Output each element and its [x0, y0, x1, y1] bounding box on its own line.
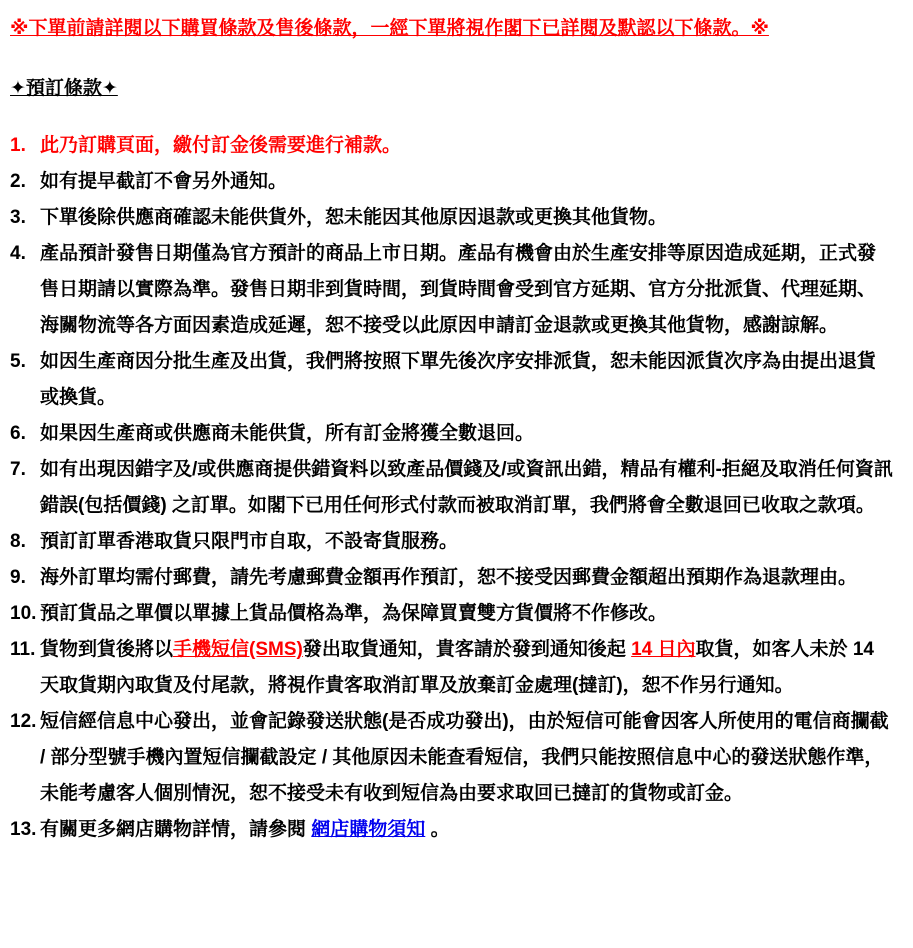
term-number: 5. [10, 351, 26, 373]
term-item [10, 560, 893, 596]
term-item [10, 416, 893, 452]
term-number: 10. [10, 603, 37, 625]
term-number: 8. [10, 531, 26, 553]
term-text [40, 632, 893, 704]
terms-list [10, 128, 893, 848]
term-text [40, 416, 893, 452]
term-segment: 如有出現因錯字及/或供應商提供錯資料以致產品價錢及/或資訊出錯，精品有權利-拒絕及取消任何資訊錯誤(包括價錢) 之訂單。如閣下已用任何形式付款而被取消訂單，我們將會全數退回已收取之款項。 [40, 459, 893, 517]
term-number: 4. [10, 243, 26, 265]
term-text [40, 560, 893, 596]
term-segment: 發出取貨通知，貴客請於發到通知後起 [302, 639, 632, 661]
term-item [10, 344, 893, 416]
shop-guide-link[interactable]: 網店購物須知 [311, 819, 426, 841]
term-item [10, 236, 893, 344]
term-number: 6. [10, 423, 26, 445]
term-text [40, 452, 893, 524]
term-segment: 如果因生產商或供應商未能供貨，所有訂金將獲全數退回。 [40, 423, 535, 445]
term-text [40, 344, 893, 416]
term-segment: 14 日內 [631, 639, 696, 661]
term-text [40, 164, 893, 200]
term-item [10, 704, 893, 812]
term-segment: 如有提早截訂不會另外通知。 [40, 171, 288, 193]
term-segment: 下單後除供應商確認未能供貨外，恕未能因其他原因退款或更換其他貨物。 [40, 207, 668, 229]
term-number: 3. [10, 207, 26, 229]
term-segment: 短信經信息中心發出，並會記錄發送狀態(是否成功發出)，由於短信可能會因客人所使用的電信商攔截 / 部分型號手機內置短信攔截設定 / 其他原因未能查看短信，我們只能按照信息中心的發送狀態作準，未能考慮客人個別情況，恕不接受未有收到短信為由要求取回已撻訂的貨物或訂金。 [40, 711, 889, 805]
term-text [40, 704, 893, 812]
term-segment: 手機短信(SMS) [173, 639, 303, 661]
term-text [40, 200, 893, 236]
term-number: 7. [10, 459, 26, 481]
term-item [10, 452, 893, 524]
term-item [10, 812, 893, 848]
term-number: 2. [10, 171, 26, 193]
term-item [10, 200, 893, 236]
term-text [40, 812, 893, 848]
section-header-preorder-terms: ✦預訂條款✦ [10, 78, 118, 100]
term-segment: 產品預計發售日期僅為官方預計的商品上市日期。產品有機會由於生產安排等原因造成延期，正式發售日期請以實際為準。發售日期非到貨時間，到貨時間會受到官方延期、官方分批派貨、代理延期、海關物流等各方面因素造成延遲，恕不接受以此原因申請訂金退款或更換其他貨物，感謝諒解。 [40, 243, 877, 337]
term-segment: 此乃訂購頁面，繳付訂金後需要進行補款。 [40, 135, 402, 157]
term-segment: 貨物到貨後將以 [40, 639, 174, 661]
term-number: 12. [10, 711, 37, 733]
term-segment: 。 [425, 819, 450, 841]
term-segment: 海外訂單均需付郵費，請先考慮郵費金額再作預訂，恕不接受因郵費金額超出預期作為退款理由。 [40, 567, 858, 589]
term-segment: 有關更多網店購物詳情，請參閱 [40, 819, 312, 841]
term-text [40, 596, 893, 632]
term-segment: 取貨，如客人未於 14 天取貨期內取貨及付尾款，將視作貴客取消訂單及放棄訂金處理(撻訂)，恕不作另行通知。 [40, 639, 874, 697]
term-segment: 預訂訂單香港取貨只限門市自取，不設寄貨服務。 [40, 531, 459, 553]
term-item [10, 128, 893, 164]
term-number: 13. [10, 819, 37, 841]
term-number: 9. [10, 567, 26, 589]
term-item [10, 596, 893, 632]
term-text [40, 128, 893, 164]
term-number: 1. [10, 135, 26, 157]
page-title: ※下單前請詳閱以下購買條款及售後條款，一經下單將視作閣下已詳閱及默認以下條款。※ [10, 18, 769, 39]
term-text [40, 236, 893, 344]
term-item [10, 632, 893, 704]
term-segment: 預訂貨品之單價以單據上貨品價格為準，為保障買賣雙方貨價將不作修改。 [40, 603, 668, 625]
term-segment: 如因生產商因分批生產及出貨，我們將按照下單先後次序安排派貨，恕未能因派貨次序為由提出退貨或換貨。 [40, 351, 877, 409]
term-item [10, 524, 893, 560]
term-text [40, 524, 893, 560]
term-number: 11. [10, 639, 36, 661]
term-item [10, 164, 893, 200]
